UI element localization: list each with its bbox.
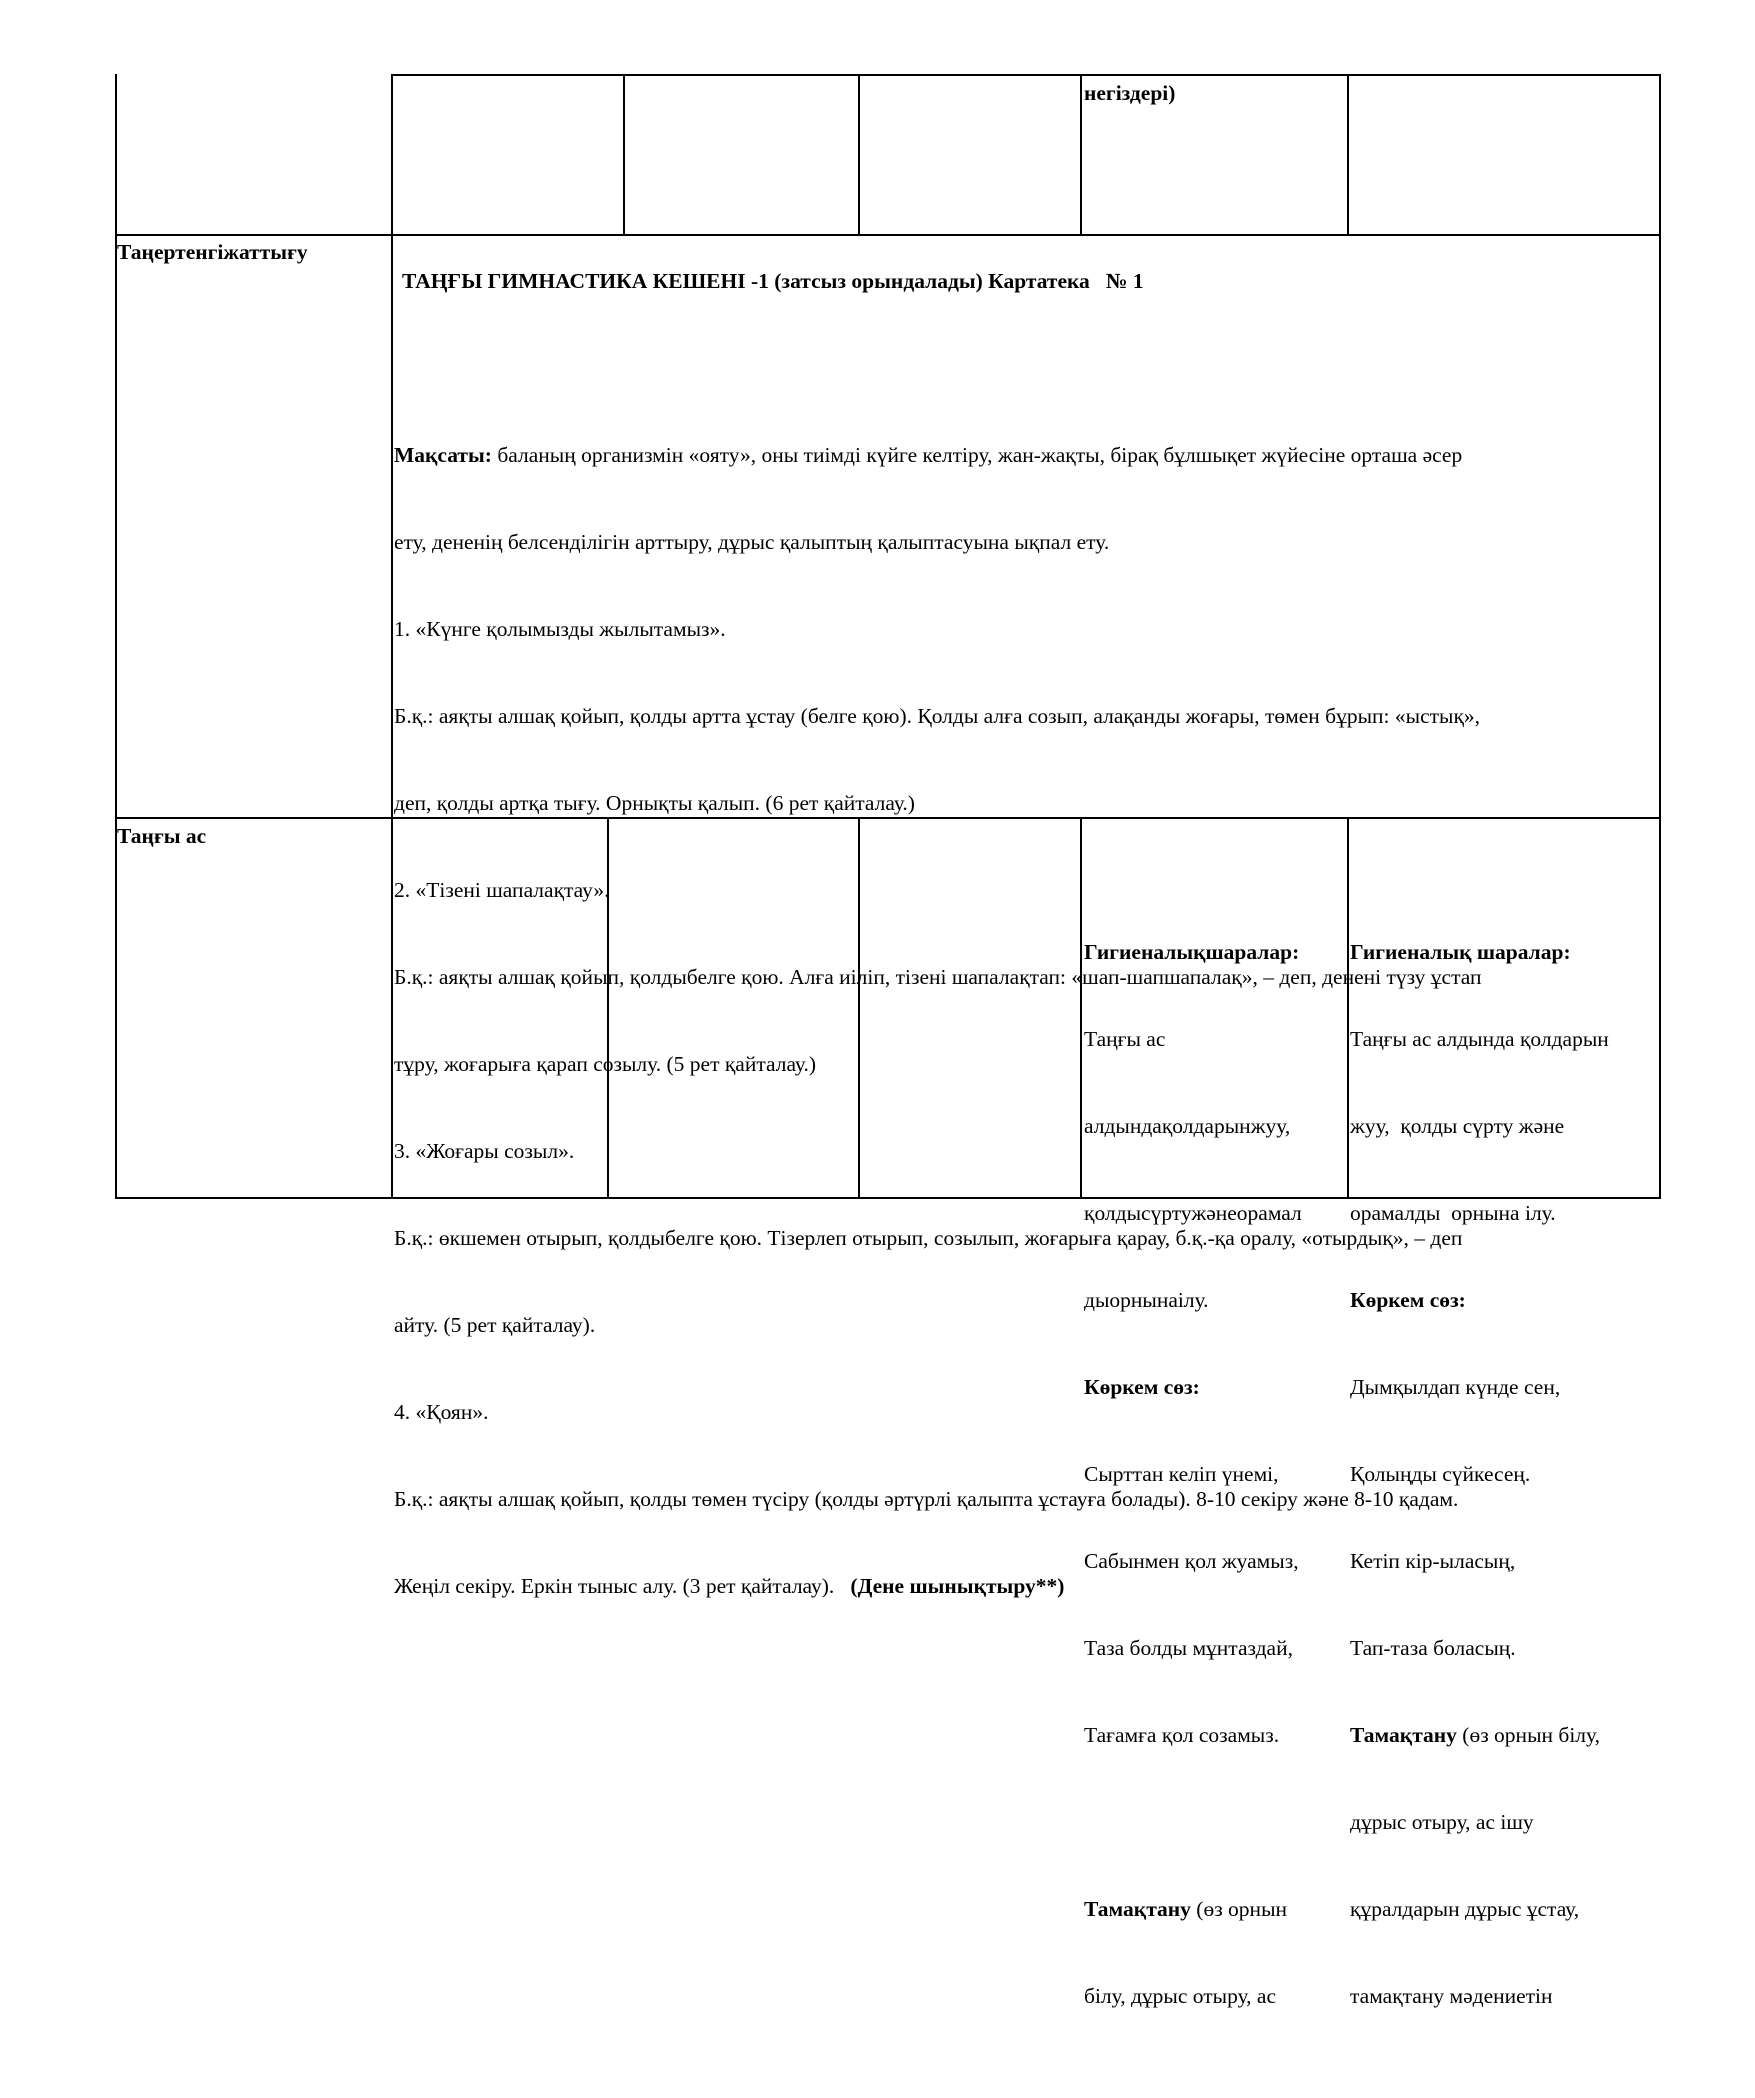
col5-poem-line: Қолыңды сүйкесең.	[1350, 1462, 1531, 1486]
exercise1-line1: Б.қ.: аяқты алшақ қойып, қолды артта ұстау (белге қою). Қолды алға созып, алақанды жоғары, төмен бұрып: «ыстық»,	[394, 704, 1481, 728]
col5-eating-label: Тамақтану	[1350, 1723, 1457, 1747]
goal-line1	[394, 441, 1660, 470]
exercise4-title: 4. «Қоян».	[394, 1400, 489, 1424]
row1-col4-text: негіздері)	[1084, 81, 1176, 105]
exercise2-title: 2. «Тізені шапалақтау».	[394, 878, 610, 902]
table-line-r1-c2	[623, 74, 625, 235]
row3-col4	[1084, 822, 1346, 2008]
table-line-r1-c3	[858, 74, 860, 235]
gymnastics-title: ТАҢҒЫ ГИМНАСТИКА КЕШЕНІ -1 (затсыз орындалады) Картатека № 1	[402, 269, 1144, 293]
col4-eating-line1	[1084, 1895, 1346, 1924]
col4-eating-text: (өз орнын	[1190, 1897, 1288, 1921]
col4-eating-line2: білу, дұрыс отыру, ас	[1084, 1984, 1276, 2008]
col5-poem-line: Кетіп кір-ыласың,	[1350, 1549, 1516, 1573]
col4-poem-line: Сырттан келіп үнемі,	[1084, 1462, 1279, 1486]
col4-hygiene-line: алдындақолдарынжуу,	[1084, 1114, 1291, 1138]
table-line-r1-c4	[1080, 74, 1082, 235]
goal-text: баланың организмін «ояту», оны тиімді күйге келтіру, жан-жақты, бірақ бұлшықет жүйесіне орташа әсер	[491, 443, 1463, 467]
col4-hygiene-line: Таңғы ас	[1084, 1027, 1166, 1051]
table-line-row2-top	[115, 234, 1660, 236]
col4-hygiene-line: дыорнынаілу.	[1084, 1288, 1209, 1312]
col4-hygiene-line: қолдысүртужәнеорамал	[1084, 1201, 1302, 1225]
row3-col5	[1350, 822, 1659, 2008]
col4-spacer	[1084, 1808, 1346, 1837]
exercise4-line1: Б.қ.: аяқты алшақ қойып, қолды төмен түсіру (қолды әртүрлі қалыпта ұстауға болады). 8-10 секіру және 8-10 қадам.	[394, 1487, 1459, 1511]
goal-line2: ету, дененің белсенділігін арттыру, дұрыс қалыптың қалыптасуына ықпал ету.	[394, 530, 1110, 554]
exercise3-title: 3. «Жоғары созыл».	[394, 1139, 575, 1163]
table-line-r1-c5	[1347, 74, 1349, 235]
exercise1-line2: деп, қолды артқа тығу. Орнықты қалып. (6 рет қайталау.)	[394, 791, 915, 815]
col4-hygiene-label: Гигиеналықшаралар:	[1084, 940, 1300, 964]
exercise3-line1: Б.қ.: өкшемен отырып, қолдыбелге қою. Тізерлеп отырып, созылып, жоғарыға қарау, б.қ.-қа оралу, «отырдық», – деп	[394, 1226, 1463, 1250]
col5-eating-line: құралдарын дұрыс ұстау,	[1350, 1897, 1580, 1921]
col4-poem-line: Таза болды мұнтаздай,	[1084, 1636, 1293, 1660]
col5-poem-line: Дымқылдап күнде сен,	[1350, 1375, 1561, 1399]
col5-eating-line: тамақтану мәдениетін	[1350, 1984, 1553, 2008]
table-line-label-col	[391, 74, 393, 1199]
table-line-row1-top	[392, 74, 1660, 76]
col5-eating-text: (өз орнын білу,	[1456, 1723, 1601, 1747]
exercise1-title: 1. «Күнге қолымызды жылытамыз».	[394, 617, 726, 641]
col4-poem-line: Тағамға қол созамыз.	[1084, 1723, 1280, 1747]
col5-art-label: Көркем сөз:	[1350, 1288, 1466, 1312]
col5-poem-line: Тап-таза боласың.	[1350, 1636, 1516, 1660]
col5-hygiene-line: Таңғы ас алдында қолдарын	[1350, 1027, 1609, 1051]
col4-eating-label: Тамақтану	[1084, 1897, 1191, 1921]
row3-label: Таңғы ас	[117, 824, 207, 848]
col5-hygiene-line: орамалды орнына ілу.	[1350, 1201, 1556, 1225]
row2-label: Таңертенгіжаттығу	[117, 240, 308, 264]
col4-art-label: Көркем сөз:	[1084, 1375, 1200, 1399]
col5-hygiene-line: жуу, қолды сүрту және	[1350, 1114, 1565, 1138]
goal-label: Мақсаты:	[394, 443, 492, 467]
col5-eating-line: дұрыс отыру, ас ішу	[1350, 1810, 1534, 1834]
exercise2-line2: тұру, жоғарыға қарап созылу. (5 рет қайталау.)	[394, 1052, 817, 1076]
col5-hygiene-label: Гигиеналық шаралар:	[1350, 940, 1571, 964]
col4-poem-line: Сабынмен қол жуамыз,	[1084, 1549, 1299, 1573]
exercise3-line2: айту. (5 рет қайталау).	[394, 1313, 596, 1337]
exercise4-line2-text: Жеңіл секіру. Еркін тыныс алу. (3 рет қайталау).	[394, 1574, 851, 1598]
exercise2-line1: Б.қ.: аяқты алшақ қойып, қолдыбелге қою. Алға иіліп, тізені шапалақтап: «шап-шапшапалақ», – деп, денені түзу ұстап	[394, 965, 1482, 989]
exercise4-note: (Дене шынықтыру**)	[850, 1574, 1065, 1598]
col5-eating-line1	[1350, 1721, 1659, 1750]
